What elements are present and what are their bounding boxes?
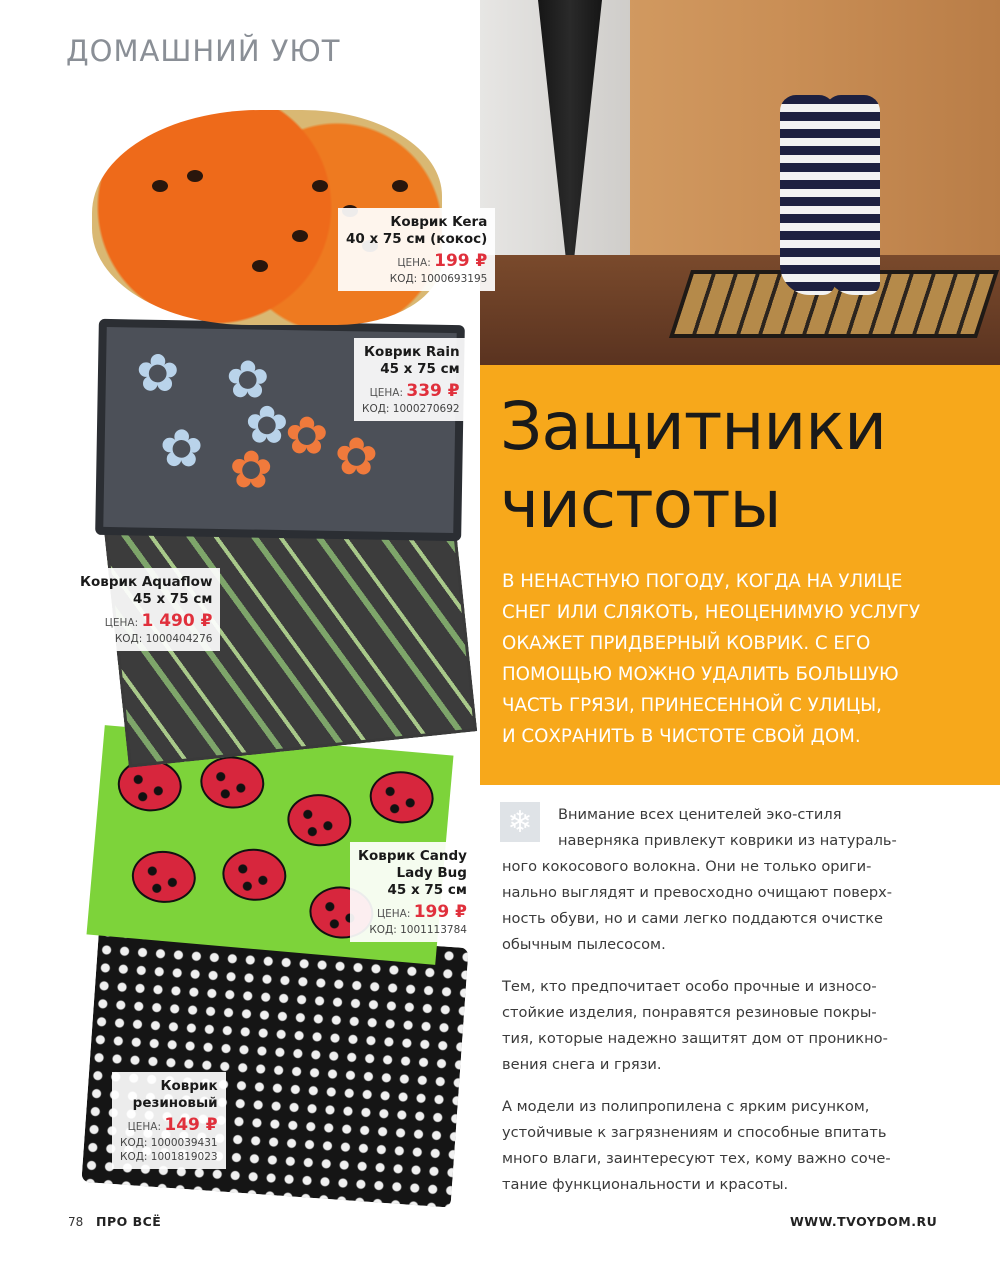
ladybug-icon [220,846,288,903]
text-line: устойчивые к загрязнениям и способные впитать [502,1124,887,1141]
price: 1 490 ₽ [141,611,213,631]
product-label-rain [354,338,468,421]
spot [252,260,268,272]
text-line: тание функциональности и красоты. [502,1176,789,1193]
text-line: ность обуви, но и сами легко поддаются очистке [502,910,884,927]
paragraph-rubber [502,974,942,1078]
lead-line: ПОМОЩЬЮ МОЖНО УДАЛИТЬ БОЛЬШУЮ [502,664,899,685]
text-line: стойкие изделия, понравятся резиновые покры- [502,1004,877,1021]
product-name: Коврик Aquaflow [80,574,213,590]
flower-icon: ✿ [225,350,270,411]
product-code: КОД: 1000404276 [114,633,213,645]
flower-icon: ✿ [244,395,290,457]
product-name: Коврик Candy [358,848,467,864]
text-line: обычным пылесосом. [502,936,666,953]
ladybug-icon [285,792,353,849]
product-code: КОД: 1001819023 [120,1151,218,1163]
product-size: 45 х 75 см [380,361,460,377]
price-label: ЦЕНА: [397,257,431,269]
product-size: 45 х 75 см [387,882,467,898]
magazine-name: ПРО ВСЁ [96,1214,162,1229]
text-line: Тем, кто предпочитает особо прочные и износо- [502,978,877,995]
product-label-kera [338,208,495,291]
lead-line: В НЕНАСТНУЮ ПОГОДУ, КОГДА НА УЛИЦЕ [502,571,903,592]
price: 339 ₽ [406,381,460,401]
product-code: КОД: 1001113784 [369,924,467,936]
spot [392,180,408,192]
price: 199 ₽ [413,902,467,922]
flower-icon: ✿ [159,418,204,480]
product-name: резиновый [132,1095,218,1111]
ladybug-icon [130,848,198,905]
section-title: ДОМАШНИЙ УЮТ [66,34,341,68]
product-code: КОД: 1000270692 [362,403,460,415]
price-label: ЦЕНА: [127,1121,162,1133]
text-line: нально выглядят и превосходно очищают поверх- [502,884,893,901]
flower-icon: ✿ [284,406,329,467]
price-label: ЦЕНА: [376,908,411,920]
product-label-rubber [112,1072,226,1169]
product-name: Коврик Rain [364,344,460,360]
spot [187,170,203,182]
lead-text [502,566,972,752]
flower-icon: ✿ [135,343,181,405]
price-label: ЦЕНА: [104,617,139,629]
product-size: 45 х 75 см [133,591,213,607]
paragraph-polypropylene [502,1094,942,1198]
headline-line: чистоты [500,466,781,543]
product-name: Lady Bug [396,865,467,881]
product-code: КОД: 1000693195 [389,273,488,285]
headline [500,388,886,544]
text-line: Внимание всех ценителей эко-стиля [558,806,842,823]
price: 199 ₽ [434,251,488,271]
text-line: вения снега и грязи. [502,1056,662,1073]
product-name: Коврик Kera [390,214,488,230]
product-label-ladybug [350,842,475,942]
flower-icon: ✿ [334,426,379,488]
text-line: ного кокосового волокна. Они не только ориги- [502,858,872,875]
ladybug-icon [198,754,266,811]
product-label-aquaflow [72,568,220,651]
page-number: 78 [68,1215,84,1229]
hero-photo [480,0,1000,365]
text-line: тия, которые надежно защитят дом от проникно- [502,1030,888,1047]
text-line: много влаги, заинтересуют тех, кому важно сочe- [502,1150,891,1167]
headline-line: Защитники [500,388,887,465]
lead-line: ЧАСТЬ ГРЯЗИ, ПРИНЕСЕННОЙ С УЛИЦЫ, [502,695,882,716]
text-line: наверняка привлекут коврики из натураль- [558,832,897,849]
website-url: WWW.TVOYDOM.RU [790,1214,938,1229]
spot [152,180,168,192]
boot-right-image [825,95,880,295]
ladybug-icon [368,769,436,826]
paragraph-eco [502,802,942,958]
lead-line: СНЕГ ИЛИ СЛЯКОТЬ, НЕОЦЕНИМУЮ УСЛУГУ [502,602,921,623]
snowflake-icon: ❄ [500,802,540,842]
product-name: Коврик [160,1078,218,1094]
product-code: КОД: 1000039431 [120,1137,218,1149]
flower-icon: ✿ [228,440,274,501]
lead-line: И СОХРАНИТЬ В ЧИСТОТЕ СВОЙ ДОМ. [502,726,861,747]
price-label: ЦЕНА: [369,387,404,399]
spot [292,230,308,242]
text-line: А модели из полипропилена с ярким рисунком, [502,1098,870,1115]
lead-line: ОКАЖЕТ ПРИДВЕРНЫЙ КОВРИК. С ЕГО [502,633,871,654]
spot [312,180,328,192]
product-size: 40 х 75 см (кокос) [346,231,488,247]
price: 149 ₽ [164,1115,218,1135]
